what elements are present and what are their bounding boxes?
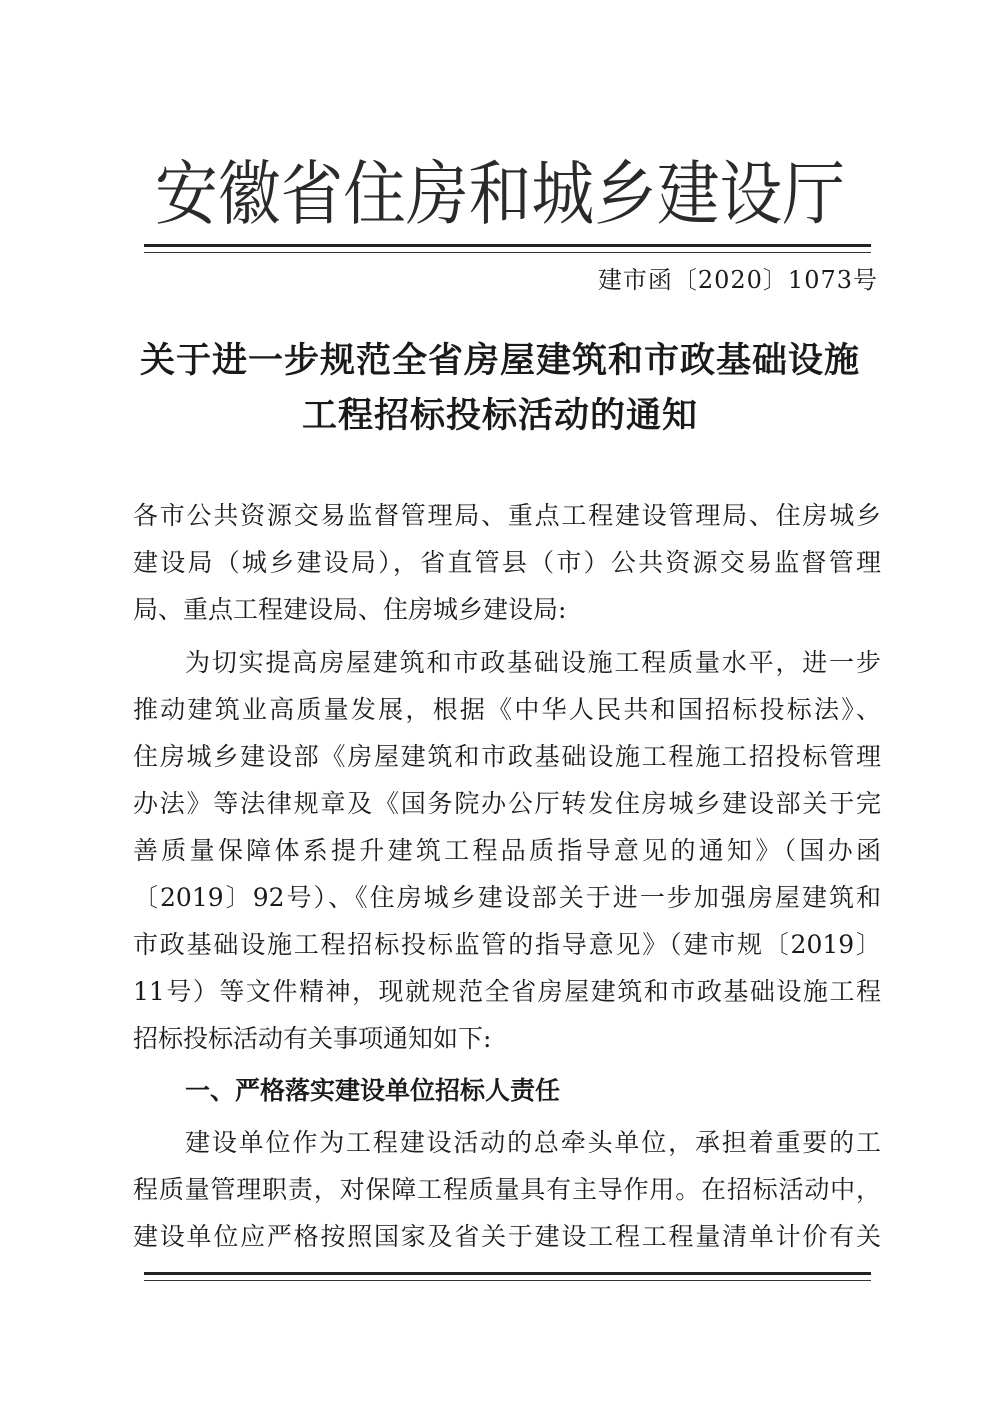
addressee-line: 各市公共资源交易监督管理局、重点工程建设管理局、住房城乡 xyxy=(133,501,881,530)
document-title-line-2: 工程招标投标活动的通知 xyxy=(301,395,698,436)
document-title-line-1: 关于进一步规范全省房屋建筑和市政基础设施 xyxy=(139,340,860,381)
header-divider xyxy=(144,244,871,253)
body-paragraph-line: 推动建筑业高质量发展，根据《中华人民共和国招标投标法》、 xyxy=(133,695,881,724)
agency-name: 安徽省住房和城乡建设厅 xyxy=(155,153,845,235)
body-paragraph-line: 〔2019〕92号）、《住房城乡建设部关于进一步加强房屋建筑和 xyxy=(133,883,881,912)
body-paragraph-line: 住房城乡建设部《房屋建筑和市政基础设施工程施工招投标管理 xyxy=(133,742,881,771)
addressee-line: 局、重点工程建设局、住房城乡建设局: xyxy=(133,595,567,624)
footer-divider xyxy=(144,1272,871,1281)
document-number: 建市函〔2020〕1073号 xyxy=(597,266,878,294)
addressee-line: 建设局（城乡建设局），省直管县（市）公共资源交易监督管理 xyxy=(133,548,881,577)
body-paragraph-line: 建设单位应严格按照国家及省关于建设工程工程量清单计价有关 xyxy=(133,1222,881,1251)
body-paragraph-line: 建设单位作为工程建设活动的总牵头单位，承担着重要的工 xyxy=(185,1128,881,1157)
body-paragraph-line: 市政基础设施工程招标投标监管的指导意见》（建市规〔2019〕 xyxy=(133,930,881,959)
body-paragraph-line: 招标投标活动有关事项通知如下: xyxy=(133,1024,492,1053)
body-paragraph-line: 办法》等法律规章及《国务院办公厅转发住房城乡建设部关于完 xyxy=(133,789,881,818)
masthead-text-graphic xyxy=(150,140,850,240)
body-paragraph-line: 善质量保障体系提升建筑工程品质指导意见的通知》（国办函 xyxy=(133,836,881,865)
agency-masthead xyxy=(150,140,850,240)
body-paragraph-line: 程质量管理职责，对保障工程质量具有主导作用。在招标活动中， xyxy=(133,1175,881,1204)
body-paragraph-line: 为切实提高房屋建筑和市政基础设施工程质量水平，进一步 xyxy=(185,648,881,677)
body-paragraph-line: 11号）等文件精神，现就规范全省房屋建筑和市政基础设施工程 xyxy=(133,977,881,1006)
section-heading: 一、严格落实建设单位招标人责任 xyxy=(185,1076,561,1105)
